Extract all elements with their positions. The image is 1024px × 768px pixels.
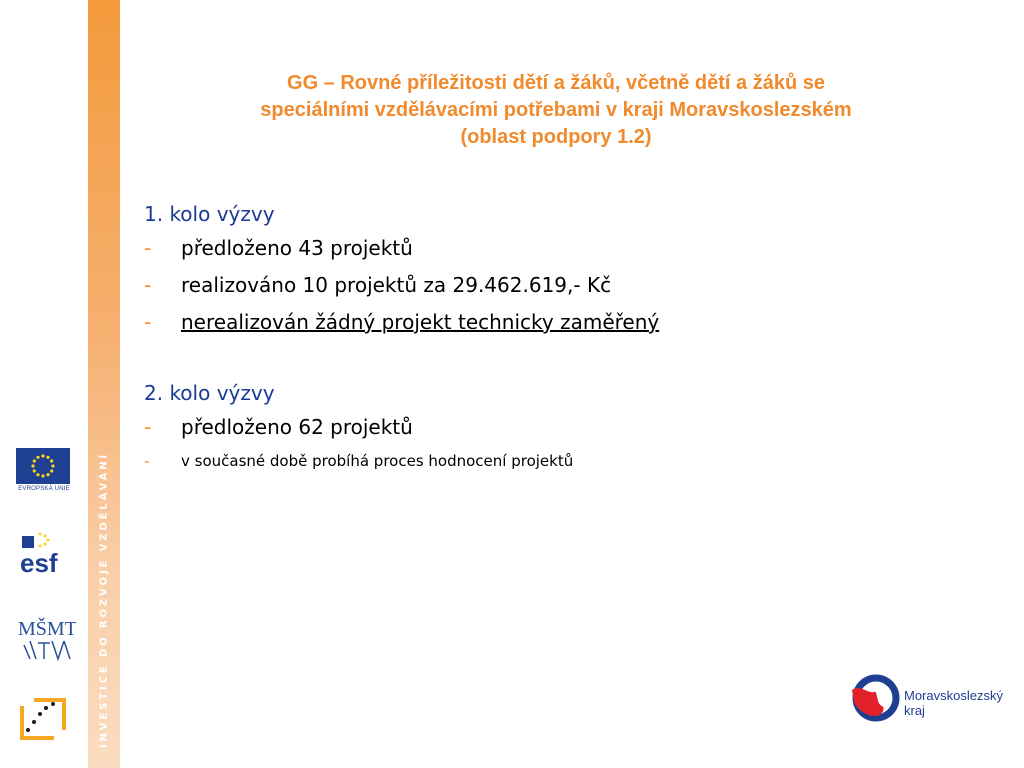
bullet-dash: - bbox=[144, 310, 152, 334]
bullet-dash: - bbox=[144, 236, 152, 260]
kraj-text bbox=[904, 688, 1003, 718]
list-item bbox=[144, 230, 904, 267]
list-item bbox=[144, 304, 904, 341]
esf-emblem-icon bbox=[18, 530, 72, 576]
bullet-dash: - bbox=[144, 452, 150, 470]
eu-logo bbox=[16, 448, 72, 492]
round2-heading: 2. kolo výzvy bbox=[144, 381, 275, 405]
eu-flag-icon bbox=[16, 448, 70, 484]
title-line-2: speciálními vzdělávacími potřebami v kraji Moravskoslezském bbox=[260, 99, 852, 121]
kraj-text-line-1: Moravskoslezský bbox=[904, 688, 1003, 703]
title-line-1: GG – Rovné příležitosti dětí a žáků, včetně dětí a žáků se bbox=[287, 72, 825, 94]
msmt-emblem-icon bbox=[16, 615, 76, 661]
esf-logo bbox=[18, 530, 72, 581]
msmt-logo bbox=[16, 615, 76, 666]
kraj-emblem-icon bbox=[846, 670, 902, 726]
list-item bbox=[144, 267, 904, 304]
bullet-dash: - bbox=[144, 415, 152, 439]
spacer bbox=[144, 341, 904, 377]
list-item bbox=[144, 409, 904, 446]
list-item-text: předloženo 43 projektů bbox=[181, 236, 413, 260]
round1-heading: 1. kolo výzvy bbox=[144, 202, 275, 226]
vertical-label: INVESTICE DO ROZVOJE VZDĚLÁVÁNÍ bbox=[98, 451, 110, 749]
title-line-3: (oblast podpory 1.2) bbox=[460, 126, 652, 148]
kraj-text-line-2: kraj bbox=[904, 703, 925, 718]
op-vk-emblem-icon bbox=[16, 694, 70, 744]
slide-title bbox=[150, 70, 962, 151]
slide-content bbox=[144, 198, 904, 476]
list-item-text: realizováno 10 projektů za 29.462.619,- Kč bbox=[181, 273, 612, 297]
bullet-dash: - bbox=[144, 273, 152, 297]
list-item-text: předloženo 62 projektů bbox=[181, 415, 413, 439]
list-item-text: nerealizován žádný projekt technicky zaměřený bbox=[181, 310, 660, 334]
msmt-text: MŠMT bbox=[18, 618, 76, 640]
list-item-text: v současné době probíhá proces hodnocení projektů bbox=[181, 452, 574, 470]
list-item bbox=[144, 446, 904, 476]
esf-text: esf bbox=[20, 548, 58, 576]
eu-label: EVROPSKÁ UNIE bbox=[18, 486, 70, 492]
op-vk-logo bbox=[16, 694, 70, 749]
moravskoslezsky-kraj-logo bbox=[846, 668, 1016, 728]
